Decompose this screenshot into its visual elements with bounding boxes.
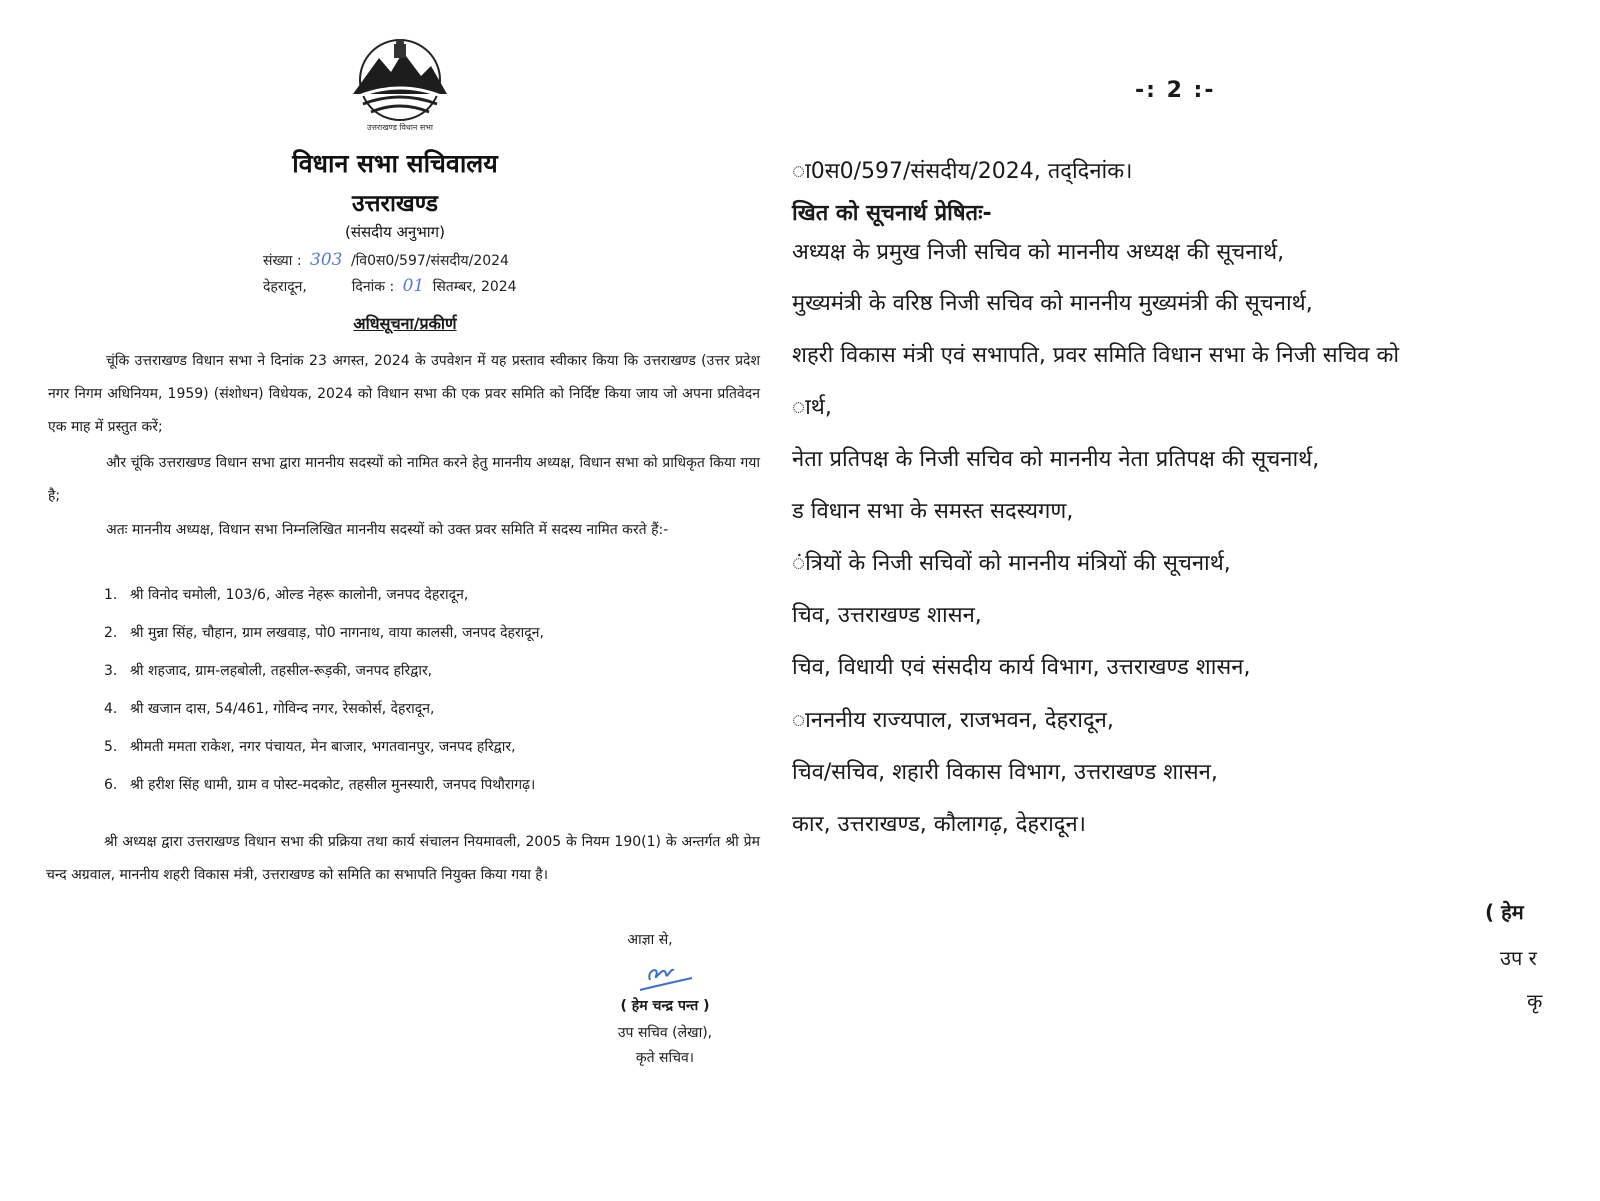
- member-text: श्री हरीश सिंह धामी, ग्राम व पोस्ट-मदकोट, तहसील मुनस्यारी, जनपद पिथौरागढ़।: [130, 777, 536, 793]
- department-label: (संसदीय अनुभाग): [345, 223, 445, 241]
- list-item: [104, 656, 544, 694]
- vidhan-sabha-emblem-icon: [345, 38, 455, 124]
- closing-paragraph: श्री अध्यक्ष द्वारा उत्तराखण्ड विधान सभा की प्रक्रिया तथा कार्य संचालन नियमावली, 2005 के नियम 190(1) के अन्तर्गत श्री प्रेम चन्द अग्रवाल, माननीय शहरी विकास मंत्री, उत्तराखण्ड को समिति का सभापति नियुक्त किया गया है।: [46, 834, 760, 883]
- member-text: श्री खजान दास, 54/461, गोविन्द नगर, रेसकोर्स, देहरादून,: [130, 701, 435, 717]
- copy-reference: ा0स0/597/संसदीय/2024, तद्‌दिनांक।: [792, 159, 1133, 184]
- list-item: [104, 618, 544, 656]
- copy-line: मुख्यमंत्री के वरिष्ठ निजी सचिव को माननीय मुख्यमंत्री की सूचनार्थ,: [792, 291, 1313, 316]
- copy-line: अध्यक्ष के प्रमुख निजी सचिव को माननीय अध्यक्ष की सूचनार्थ,: [792, 240, 1285, 265]
- handwritten-date: 01: [402, 276, 425, 296]
- signatory-name-partial: ( हेम: [1485, 900, 1524, 924]
- copy-line: ानननीय राज्यपाल, राजभवन, देहरादून,: [792, 708, 1114, 733]
- paragraph: अतः माननीय अध्यक्ष, विधान सभा निम्नलिखित माननीय सदस्यों को उक्त प्रवर समिति में सदस्य नामित करते हैं:-: [106, 522, 669, 538]
- notification-page-1: [0, 0, 790, 1201]
- signatory-designation-partial: उप र: [1500, 946, 1537, 970]
- copy-line: चिव, उत्तराखण्ड शासन,: [792, 603, 982, 628]
- copy-line: नेता प्रतिपक्ष के निजी सचिव को माननीय नेता प्रतिपक्ष की सूचनार्थ,: [792, 447, 1320, 472]
- member-text: श्रीमती ममता राकेश, नगर पंचायत, मेन बाजार, भगतवानपुर, जनपद हरिद्वार,: [130, 739, 516, 755]
- copy-line: कार, उत्तराखण्ड, कौलागढ़, देहरादून।: [792, 812, 1086, 837]
- copy-line: ंत्रियों के निजी सचिवों को माननीय मंत्रियों की सूचनार्थ,: [792, 551, 1231, 576]
- list-item: [104, 770, 544, 808]
- office-title: विधान सभा सचिवालय: [292, 149, 498, 178]
- page-number: -: 2 :-: [1135, 78, 1216, 103]
- signatory-name: ( हेम चन्द्र पन्त ): [620, 998, 710, 1014]
- copy-line: शहरी विकास मंत्री एवं सभापति, प्रवर समिति विधान सभा के निजी सचिव को: [792, 343, 1400, 368]
- by-order-text: आज्ञा से,: [627, 932, 673, 948]
- copy-line: ार्थ,: [792, 395, 832, 420]
- list-item: [104, 694, 544, 732]
- paragraph: और चूंकि उत्तराखण्ड विधान सभा द्वारा माननीय सदस्यों को नामित करने हेतु माननीय अध्यक्ष, विधान सभा को प्राधिकृत किया गया है;: [48, 455, 760, 504]
- reference-number-line: [263, 250, 509, 270]
- item-number: 2.: [104, 625, 118, 641]
- emblem-caption: उत्तराखण्ड विधान सभा: [366, 123, 434, 132]
- list-item: [104, 580, 544, 618]
- copy-heading: खित को सूचनार्थ प्रेषितः-: [792, 201, 992, 226]
- date-label: दिनांक :: [351, 279, 395, 295]
- signatory-designation: उप सचिव (लेखा),: [617, 1025, 713, 1041]
- notice-heading: अधिसूचना/प्रकीर्ण: [353, 314, 457, 333]
- member-text: श्री शहजाद, ग्राम-लहबोली, तहसील-रूड़की, जनपद हरिद्वार,: [130, 663, 433, 679]
- member-list: [104, 580, 544, 808]
- signatory-for: कृते सचिव।: [635, 1050, 695, 1066]
- date-suffix: सितम्बर, 2024: [432, 279, 517, 295]
- reference-number-label: संख्या :: [263, 253, 302, 269]
- item-number: 4.: [104, 701, 118, 717]
- copy-line: ड विधान सभा के समस्त सदस्यगण,: [792, 499, 1074, 524]
- state-title: उत्तराखण्ड: [352, 191, 438, 217]
- item-number: 1.: [104, 587, 118, 603]
- handwritten-number: 303: [310, 250, 343, 270]
- place-date-line: [263, 276, 517, 296]
- notification-page-2: [790, 0, 1600, 1201]
- signature-scribble-icon: [636, 960, 696, 998]
- item-number: 3.: [104, 663, 118, 679]
- item-number: 6.: [104, 777, 118, 793]
- paragraph: चूंकि उत्तराखण्ड विधान सभा ने दिनांक 23 अगस्त, 2024 के उपवेशन में यह प्रस्ताव स्वीकार किया कि उत्तराखण्ड (उत्तर प्रदेश नगर निगम अधिनियम, 1959) (संशोधन) विधेयक, 2024 को विधान सभा की एक प्रवर समिति को निर्दिष्ट किया जाय जो अपना प्रतिवेदन एक माह में प्रस्तुत करें;: [48, 353, 760, 435]
- signatory-for-partial: कृ: [1527, 989, 1543, 1013]
- copy-line: चिव/सचिव, शहारी विकास विभाग, उत्तराखण्ड शासन,: [792, 760, 1218, 785]
- member-text: श्री मुन्ना सिंह, चौहान, ग्राम लखवाड़, पो0 नागनाथ, वाया कालसी, जनपद देहरादून,: [130, 625, 544, 641]
- place: देहरादून,: [263, 279, 307, 295]
- member-text: श्री विनोद चमोली, 103/6, ओल्ड नेहरू कालोनी, जनपद देहरादून,: [130, 587, 469, 603]
- item-number: 5.: [104, 739, 118, 755]
- copy-line: चिव, विधायी एवं संसदीय कार्य विभाग, उत्तराखण्ड शासन,: [792, 655, 1251, 680]
- list-item: [104, 732, 544, 770]
- reference-number-suffix: /वि0स0/597/संसदीय/2024: [350, 253, 509, 269]
